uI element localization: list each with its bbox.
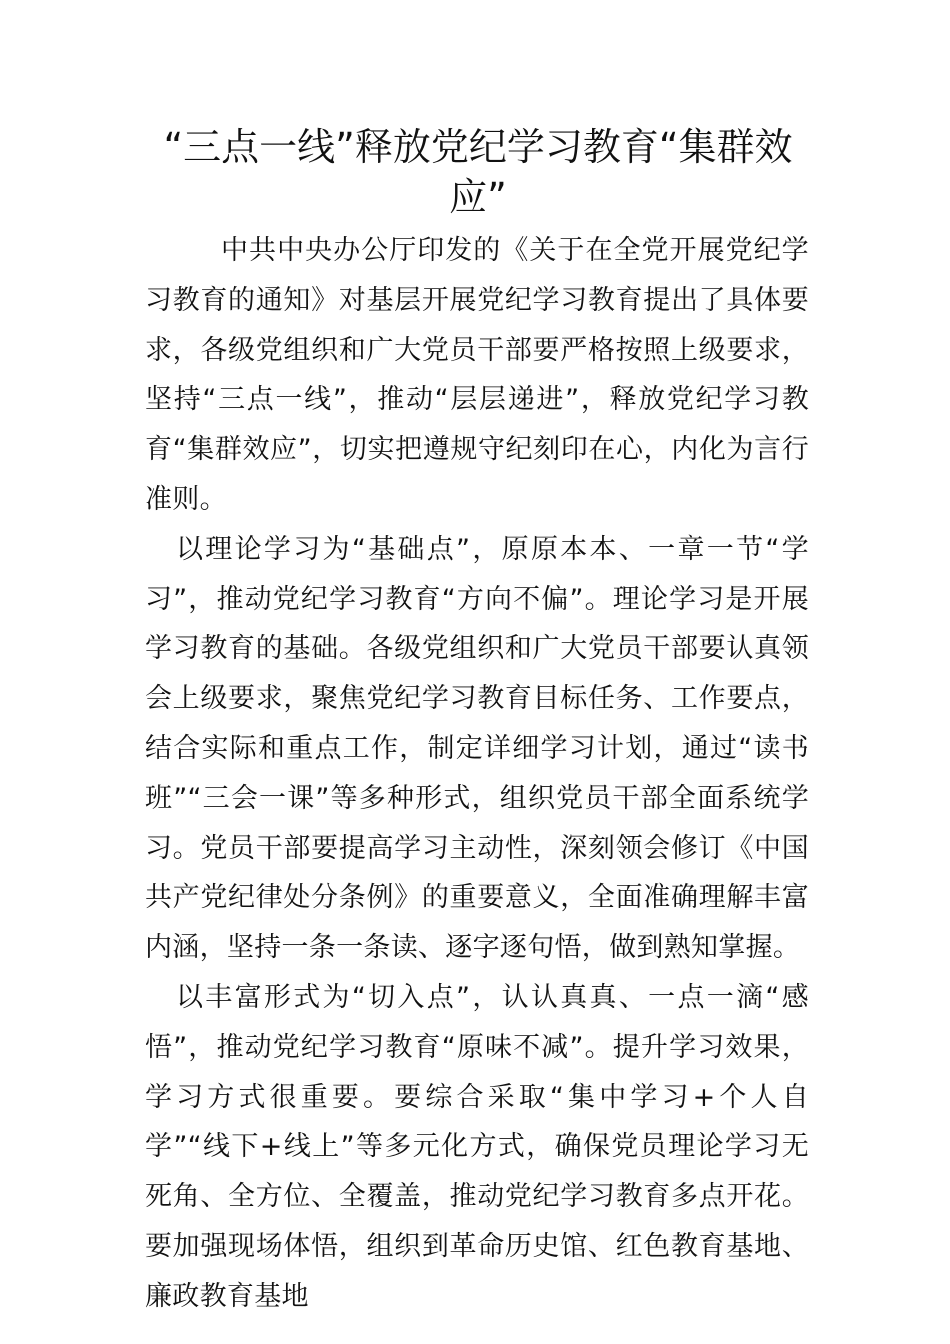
- document-title: “三点一线”释放党纪学习教育“集群效应”: [163, 125, 793, 219]
- document-body: [145, 226, 809, 1322]
- paragraph: 以理论学习为“基础点”，原原本本、一章一节“学习”，推动党纪学习教育“方向不偏”。理论学习是开展学习教育的基础。各级党组织和广大党员干部要认真领会上级要求，聚焦党纪学习教育目标任务、工作要点，结合实际和重点工作，制定详细学习计划，通过“读书班”“三会一课”等多种形式，组织党员干部全面系统学习。党员干部要提高学习主动性，深刻领会修订《中国共产党纪律处分条例》的重要意义，全面准确理解丰富内涵，坚持一条一条读、逐字逐句悟，做到熟知掌握。: [145, 533, 809, 964]
- paragraph: 以丰富形式为“切入点”，认认真真、一点一滴“感悟”，推动党纪学习教育“原味不减”。提升学习效果，学习方式很重要。要综合采取“集中学习+个人自学”“线下+线上”等多元化方式，确保党员理论学习无死角、全方位、全覆盖，推动党纪学习教育多点开花。要加强现场体悟，组织到革命历史馆、红色教育基地、廉政教育基地: [145, 981, 809, 1312]
- paragraph: 中共中央办公厅印发的《关于在全党开展党纪学习教育的通知》对基层开展党纪学习教育提出了具体要求，各级党组织和广大党员干部要严格按照上级要求，坚持“三点一线”，推动“层层递进”，释放党纪学习教育“集群效应”，切实把遵规守纪刻印在心，内化为言行准则。: [145, 235, 809, 515]
